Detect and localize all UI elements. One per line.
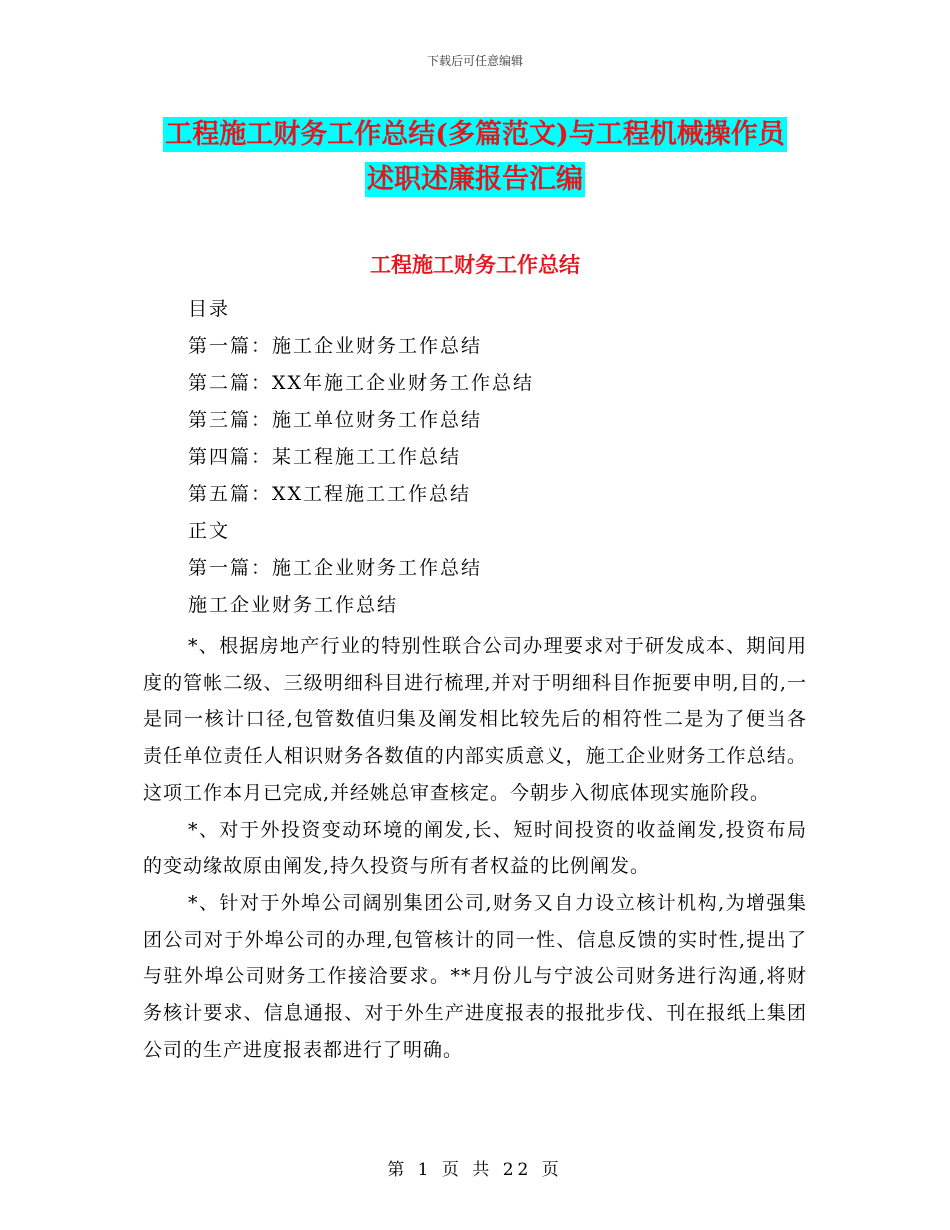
toc-line: 第一篇：施工企业财务工作总结: [188, 335, 483, 357]
page-footer: 第 1 页 共 22 页: [387, 1160, 563, 1180]
toc-line: 第三篇：施工单位财务工作总结: [188, 409, 483, 431]
toc-line: 正文: [188, 520, 231, 542]
section-title: 工程施工财务工作总结: [370, 252, 580, 277]
toc-line: 第五篇：XX工程施工工作总结: [188, 483, 472, 505]
body-text: [143, 628, 807, 1068]
toc-line: 第二篇：XX年施工企业财务工作总结: [188, 372, 535, 394]
toc-line: 施工企业财务工作总结: [188, 594, 399, 616]
main-title-line-1: [0, 112, 950, 151]
paragraph: *、根据房地产行业的特别性联合公司办理要求对于研发成本、期间用度的管帐二级、三级明细科目进行梳理,并对于明细科目作扼要申明,目的,一是同一核计口径,包管数值归集及阐发相比较先后的相符性二是为了便当各责任单位责任人相识财务各数值的内部实质意义，施工企业财务工作总结。这项工作本月已完成,并经姚总审查核定。今朝步入彻底体现实施阶段。: [143, 635, 807, 804]
main-title-text-2: 述职述廉报告汇编: [367, 164, 583, 195]
toc-line: 目录: [188, 298, 231, 320]
header-note: 下载后可任意编辑: [426, 54, 523, 68]
toc-line: 第一篇：施工企业财务工作总结: [188, 557, 483, 579]
main-title-line-2: [0, 157, 950, 196]
table-of-contents: [188, 294, 828, 627]
toc-line: 第四篇：某工程施工工作总结: [188, 446, 462, 468]
main-title-text-1: 工程施工财务工作总结(多篇范文)与工程机械操作员: [165, 119, 785, 150]
paragraph: *、对于外投资变动环境的阐发,长、短时间投资的收益阐发,投资布局的变动缘故原由阐发,持久投资与所有者权益的比例阐发。: [143, 818, 807, 878]
paragraph: *、针对于外埠公司阔别集团公司,财务又自力设立核计机构,为增强集团公司对于外埠公司的办理,包管核计的同一性、信息反馈的实时性,提出了与驻外埠公司财务工作接洽要求。**月份儿与宁波公司财务进行沟通,将财务核计要求、信息通报、对于外生产进度报表的报批步伐、刊在报纸上集团公司的生产进度报表都进行了明确。: [143, 891, 807, 1061]
